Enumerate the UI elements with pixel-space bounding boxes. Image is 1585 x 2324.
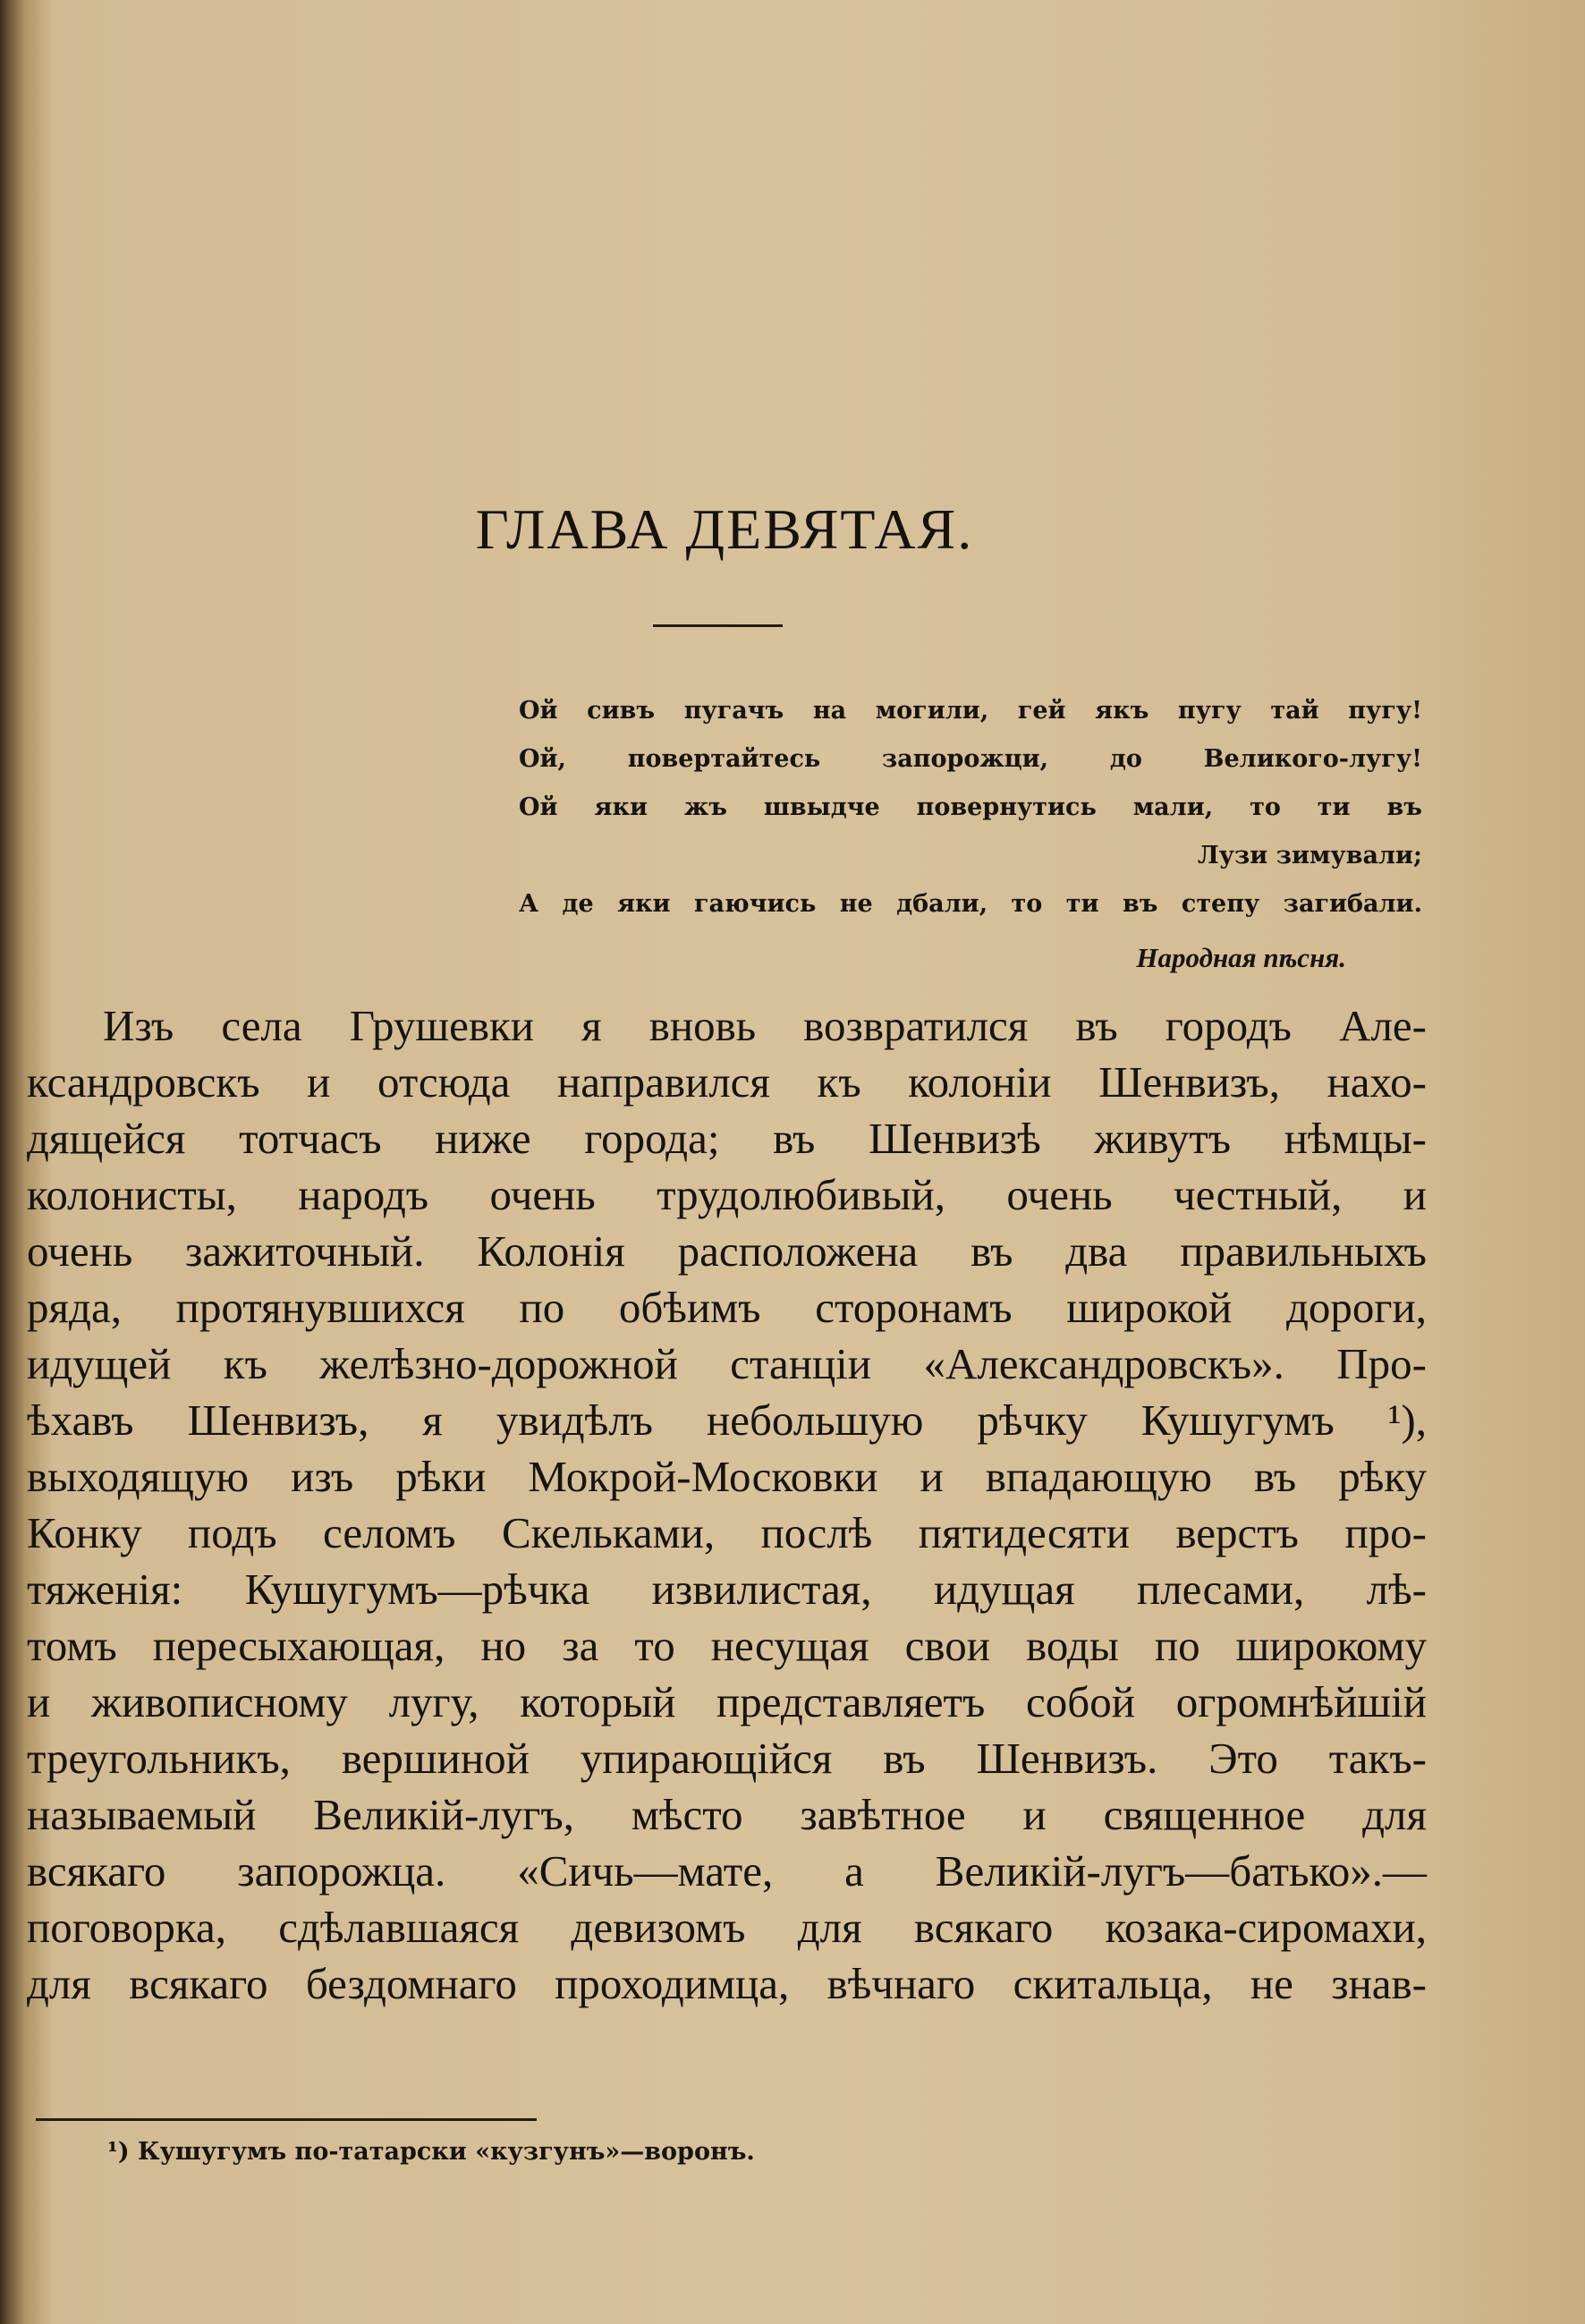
footnote-rule	[36, 2118, 537, 2121]
text-line: ѣхавъ Шенвизъ, я увидѣлъ небольшую рѣчку Кушугумъ ¹),	[27, 1395, 1427, 1445]
epigraph-source: Народная пѣсня.	[1136, 942, 1346, 973]
footnote	[107, 2138, 1181, 2166]
epigraph-line: Ой, повертайтесь запорожци, до Великого-лугу!	[519, 745, 1422, 773]
text-line: поговорка, сдѣлавшаяся девизомъ для всякаго козака-сиромахи,	[27, 1903, 1427, 1952]
text-line: всякаго запорожца. «Сичь—мате, а Великій-лугъ—батько».—	[27, 1846, 1427, 1896]
body-paragraph	[27, 997, 1427, 2012]
chapter-title: ГЛАВА ДЕВЯТАЯ.	[475, 497, 974, 561]
text-line: треугольникъ, вершиной упирающійся въ Шенвизъ. Это такъ-	[27, 1734, 1427, 1783]
text-line: для всякаго бездомнаго проходимца, вѣчнаго скитальца, не знав-	[27, 1959, 1427, 2008]
footnote-text: Кушугумъ по-татарски «кузгунъ»—воронъ.	[138, 2138, 755, 2166]
text-line: выходящую изъ рѣки Мокрой-Московки и впадающую въ рѣку	[27, 1452, 1427, 1501]
text-line: колонисты, народъ очень трудолюбивый, очень честный, и	[27, 1170, 1427, 1219]
text-line: называемый Великій-лугъ, мѣсто завѣтное и священное для	[27, 1790, 1427, 1839]
text-line: идущей къ желѣзно-дорожной станціи «Александровскъ». Про-	[27, 1339, 1427, 1388]
text-line: Изъ села Грушевки я вновь возвратился въ городъ Але-	[103, 1001, 1427, 1050]
text-line: Конку подъ селомъ Скельками, послѣ пятидесяти верстъ про-	[27, 1508, 1427, 1557]
epigraph-line: Лузи зимували;	[1197, 842, 1422, 869]
text-line: томъ пересыхающая, но за то несущая свои воды по широкому	[27, 1621, 1427, 1670]
text-line: очень зажиточный. Колонія расположена въ два правильныхъ	[27, 1226, 1427, 1276]
text-line: и живописному лугу, который представляетъ собой огромнѣйшій	[27, 1677, 1427, 1726]
epigraph-line: Ой яки жъ швыдче повернутись мали, то ти въ	[519, 793, 1422, 821]
footnote-mark: ¹)	[107, 2138, 130, 2166]
text-line: тяженія: Кушугумъ—рѣчка извилистая, идущая плесами, лѣ-	[27, 1565, 1427, 1614]
text-line: ксандровскъ и отсюда направился къ колоніи Шенвизъ, нахо-	[27, 1057, 1427, 1107]
text-line: ряда, протянувшихся по обѣимъ сторонамъ широкой дороги,	[27, 1283, 1427, 1332]
title-rule	[653, 624, 783, 627]
epigraph	[519, 687, 1422, 982]
epigraph-line: А де яки гаючись не дбали, то ти въ степу загибали.	[519, 890, 1422, 918]
text-line: дящейся тотчасъ ниже города; въ Шенвизѣ живутъ нѣмцы-	[27, 1114, 1427, 1163]
epigraph-line: Ой сивъ пугачъ на могили, гей якъ пугу тай пугу!	[519, 697, 1422, 725]
